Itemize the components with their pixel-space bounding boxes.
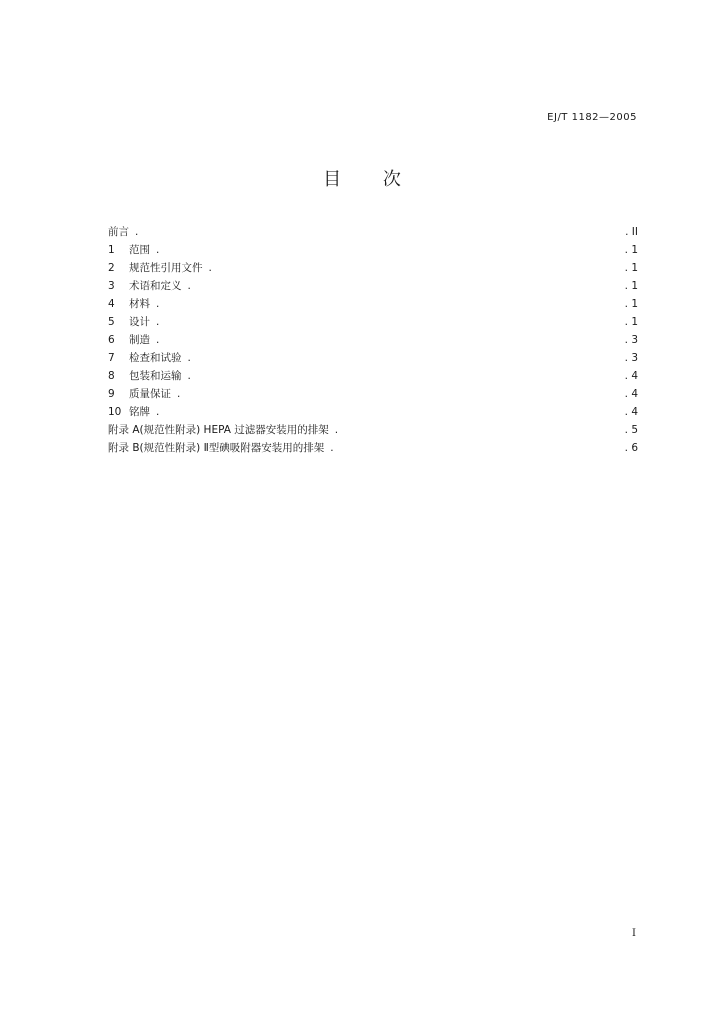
toc-entry-number: 9 bbox=[108, 388, 115, 400]
toc-entry-7[interactable] bbox=[108, 350, 638, 368]
toc-page-number: . 1 bbox=[624, 316, 638, 328]
toc-entry-title: 包装和运输 bbox=[129, 370, 182, 382]
toc-entry-number: 2 bbox=[108, 262, 115, 274]
toc-page-number: . 3 bbox=[624, 352, 638, 364]
toc-leader: . bbox=[187, 280, 191, 292]
toc-page-number: . 1 bbox=[624, 244, 638, 256]
toc-leader: . bbox=[156, 298, 160, 310]
toc-entry-number: 7 bbox=[108, 352, 115, 364]
toc-entry-10[interactable] bbox=[108, 404, 638, 422]
toc-entry-3[interactable] bbox=[108, 278, 638, 296]
toc-entry-5[interactable] bbox=[108, 314, 638, 332]
toc-leader: . bbox=[135, 226, 139, 238]
toc-page-number: . 1 bbox=[624, 280, 638, 292]
toc-entry-number: 4 bbox=[108, 298, 115, 310]
page-title: 目 次 bbox=[323, 169, 419, 190]
table-of-contents bbox=[108, 224, 638, 458]
toc-entry-title: 附录 B(规范性附录) Ⅱ型碘吸附器安装用的排架 bbox=[108, 442, 325, 454]
toc-entry-foreword[interactable] bbox=[108, 224, 638, 242]
toc-leader: . bbox=[334, 424, 339, 436]
toc-leader: . bbox=[187, 352, 191, 364]
toc-entry-6[interactable] bbox=[108, 332, 638, 350]
toc-entry-8[interactable] bbox=[108, 368, 638, 386]
toc-entry-title: 制造 bbox=[129, 334, 150, 346]
toc-page-number: . 1 bbox=[624, 262, 638, 274]
toc-leader: . bbox=[177, 388, 181, 400]
toc-page-number: . 3 bbox=[624, 334, 638, 346]
toc-entry-title: 设计 bbox=[129, 316, 150, 328]
toc-entry-number: 3 bbox=[108, 280, 115, 292]
toc-entry-2[interactable] bbox=[108, 260, 638, 278]
toc-entry-appendix-b[interactable] bbox=[108, 440, 638, 458]
toc-leader: . bbox=[208, 262, 212, 274]
toc-entry-number: 6 bbox=[108, 334, 115, 346]
toc-leader: . bbox=[156, 244, 160, 256]
toc-entry-title: 前言 bbox=[108, 226, 129, 238]
toc-entry-title: 质量保证 bbox=[129, 388, 171, 400]
toc-entry-title: 附录 A(规范性附录) HEPA 过滤器安装用的排架 bbox=[108, 424, 329, 436]
toc-entry-number: 1 bbox=[108, 244, 115, 256]
toc-entry-9[interactable] bbox=[108, 386, 638, 404]
toc-entry-title: 范围 bbox=[129, 244, 150, 256]
toc-entry-title: 术语和定义 bbox=[129, 280, 182, 292]
toc-entry-appendix-a[interactable] bbox=[108, 422, 638, 440]
toc-entry-title: 铭牌 bbox=[129, 406, 150, 418]
toc-entry-number: 8 bbox=[108, 370, 115, 382]
toc-leader: . bbox=[156, 316, 160, 328]
toc-entry-title: 材料 bbox=[129, 298, 150, 310]
document-code: EJ/T 1182—2005 bbox=[547, 112, 637, 123]
toc-entry-number: 10 bbox=[108, 406, 122, 418]
toc-page-number: . 1 bbox=[624, 298, 638, 310]
page-number: I bbox=[632, 928, 636, 939]
toc-leader: . bbox=[156, 406, 160, 418]
toc-entry-title: 规范性引用文件 bbox=[129, 262, 203, 274]
toc-page-number: . 4 bbox=[624, 388, 638, 400]
toc-leader: . bbox=[187, 370, 191, 382]
toc-entry-1[interactable] bbox=[108, 242, 638, 260]
toc-page-number: . 4 bbox=[624, 406, 638, 418]
toc-leader: . bbox=[156, 334, 160, 346]
toc-entry-number: 5 bbox=[108, 316, 115, 328]
toc-page-number: . II bbox=[625, 226, 638, 238]
toc-entry-title: 检查和试验 bbox=[129, 352, 182, 364]
toc-page-number: . 6 bbox=[624, 442, 638, 454]
toc-entry-4[interactable] bbox=[108, 296, 638, 314]
toc-page-number: . 5 bbox=[624, 424, 638, 436]
toc-page-number: . 4 bbox=[624, 370, 638, 382]
toc-leader: . bbox=[330, 442, 334, 454]
